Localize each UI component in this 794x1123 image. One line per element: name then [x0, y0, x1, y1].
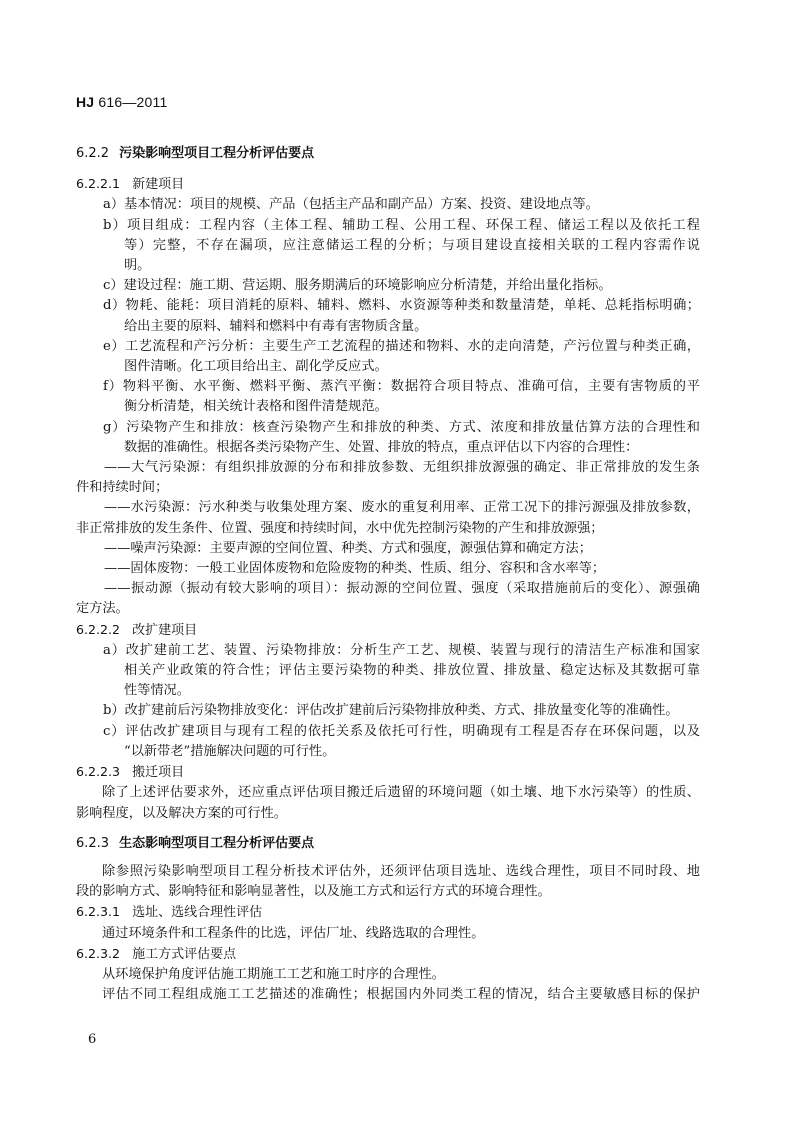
section-number: 6.2.2 — [76, 146, 110, 161]
subsection-title: 新建项目 — [132, 177, 185, 193]
subsection-title: 搬迁项目 — [132, 765, 185, 781]
list-item-f: f）物料平衡、水平衡、燃料平衡、蒸汽平衡：数据符合项目特点、准确可信，主要有害物质的平 — [103, 379, 700, 395]
dash-item-vibration-cont: 定方法。 — [76, 601, 129, 617]
paragraph-line: 段的影响方式、影响特征和影响显著性，以及施工方式和运行方式的环境合理性。 — [76, 884, 551, 900]
list-item-g-cont: 数据的准确性。根据各类污染物产生、处置、排放的特点，重点评估以下内容的合理性： — [124, 439, 639, 455]
list-item-b: b）项目组成：工程内容（主体工程、辅助工程、公用工程、环保工程、储运工程以及依托工程 — [103, 217, 700, 233]
paragraph-line: 影响程度，以及解决方案的可行性。 — [76, 805, 287, 821]
paragraph-line: 评估不同工程组成施工工艺描述的准确性；根据国内外同类工程的情况，结合主要敏感目标的保护 — [102, 987, 700, 1003]
subsection-number: 6.2.2.1 — [76, 176, 121, 192]
subsection-heading-6-2-3-2 — [76, 944, 700, 965]
dash-item-water-cont: 非正常排放的发生条件、位置、强度和持续时间，水中优先控制污染物的产生和排放源强； — [76, 520, 604, 536]
dash-item-water: ——水污染源：污水种类与收集处理方案、废水的重复利用率、正常工况下的排污源强及排放参数， — [104, 500, 700, 516]
standard-code-number: 616—2011 — [94, 94, 168, 110]
list-item-b-cont: 明。 — [124, 258, 151, 274]
list-item-a: a）基本情况：项目的规模、产品（包括主产品和副产品）方案、投资、建设地点等。 — [103, 197, 599, 213]
section-title: 污染影响型项目工程分析评估要点 — [119, 146, 315, 161]
section-title: 生态影响型项目工程分析评估要点 — [119, 835, 315, 851]
list-item-a: a）改扩建前工艺、装置、污染物排放：分析生产工艺、规模、装置与现行的清洁生产标准和国家 — [103, 642, 700, 658]
list-item-c-cont: “以新带老”措施解决问题的可行性。 — [124, 743, 336, 759]
list-item-d-cont: 给出主要的原料、辅料和燃料中有毒有害物质含量。 — [124, 318, 428, 334]
subsection-heading-6-2-2-1 — [76, 174, 700, 195]
subsection-number: 6.2.3.1 — [76, 904, 121, 920]
dash-item-solid: ——固体废物：一般工业固体废物和危险废物的种类、性质、组分、容积和含水率等； — [104, 561, 606, 577]
paragraph-line: 从环境保护角度评估施工期施工工艺和施工时序的合理性。 — [102, 966, 445, 982]
standard-code-prefix: HJ — [76, 94, 95, 110]
dash-item-noise: ——噪声污染源：主要声源的空间位置、种类、方式和强度，源强估算和确定方法； — [104, 540, 592, 556]
section-number: 6.2.3 — [76, 835, 110, 851]
dash-item-air-cont: 件和持续时间； — [76, 480, 169, 496]
list-item-a-cont: 相关产业政策的符合性；评估主要污染物的种类、排放位置、排放量、稳定达标及其数据可靠 — [124, 663, 700, 679]
list-item-c: c）评估改扩建项目与现有工程的依托关系及依托可行性，明确现有工程是否存在环保问题，以及 — [103, 723, 700, 739]
list-item-e-cont: 图件清晰。化工项目给出主、副化学反应式。 — [124, 359, 388, 375]
list-item-b-cont: 等）完整，不存在漏项，应注意储运工程的分析；与项目建设直接相关联的工程内容需作说 — [124, 237, 700, 253]
section-heading-6-2-2 — [76, 144, 700, 164]
subsection-number: 6.2.2.3 — [76, 764, 121, 780]
subsection-number: 6.2.3.2 — [76, 945, 121, 961]
dash-item-vibration: ——振动源（振动有较大影响的项目）：振动源的空间位置、强度（采取措施前后的变化）、源强确 — [104, 581, 700, 597]
subsection-title: 改扩建项目 — [132, 622, 198, 638]
list-item-a-cont: 性等情况。 — [124, 683, 190, 699]
list-item-g: g）污染物产生和排放：核查污染物产生和排放的种类、方式、浓度和排放量估算方法的合理性和 — [103, 419, 700, 435]
list-item-f-cont: 衡分析清楚，相关统计表格和图件清楚规范。 — [124, 399, 388, 415]
section-heading-6-2-3 — [76, 834, 700, 854]
standard-code-header — [76, 94, 167, 110]
page-number: 6 — [88, 1032, 97, 1047]
paragraph-line: 通过环境条件和工程条件的比选，评估厂址、线路选取的合理性。 — [102, 925, 485, 941]
list-item-d: d）物耗、能耗：项目消耗的原料、辅料、燃料、水资源等种类和数量清楚，单耗、总耗指标明确； — [103, 298, 700, 314]
list-item-c: c）建设过程：施工期、营运期、服务期满后的环境影响应分析清楚，并给出量化指标。 — [103, 278, 612, 294]
subsection-heading-6-2-3-1 — [76, 902, 700, 923]
subsection-title: 施工方式评估要点 — [132, 946, 237, 962]
subsection-title: 选址、选线合理性评估 — [132, 905, 263, 921]
paragraph-line: 除了上述评估要求外，还应重点评估项目搬迁后遗留的环境问题（如土壤、地下水污染等）的性质、 — [102, 785, 700, 801]
document-body — [76, 142, 700, 1005]
list-item-b: b）改扩建前后污染物排放变化：评估改扩建前后污染物排放种类、方式、排放量变化等的准确性。 — [103, 703, 679, 719]
dash-item-air: ——大气污染源：有组织排放源的分布和排放参数、无组织排放源强的确定、非正常排放的发生条 — [104, 460, 700, 476]
subsection-number: 6.2.2.2 — [76, 621, 121, 637]
paragraph-line: 除参照污染影响型项目工程分析技术评估外，还须评估项目选址、选线合理性，项目不同时段、地 — [102, 863, 700, 879]
subsection-heading-6-2-2-3 — [76, 762, 700, 783]
subsection-heading-6-2-2-2 — [76, 620, 700, 641]
list-item-e: e）工艺流程和产污分析：主要生产工艺流程的描述和物料、水的走向清楚，产污位置与种类正确， — [103, 338, 700, 354]
